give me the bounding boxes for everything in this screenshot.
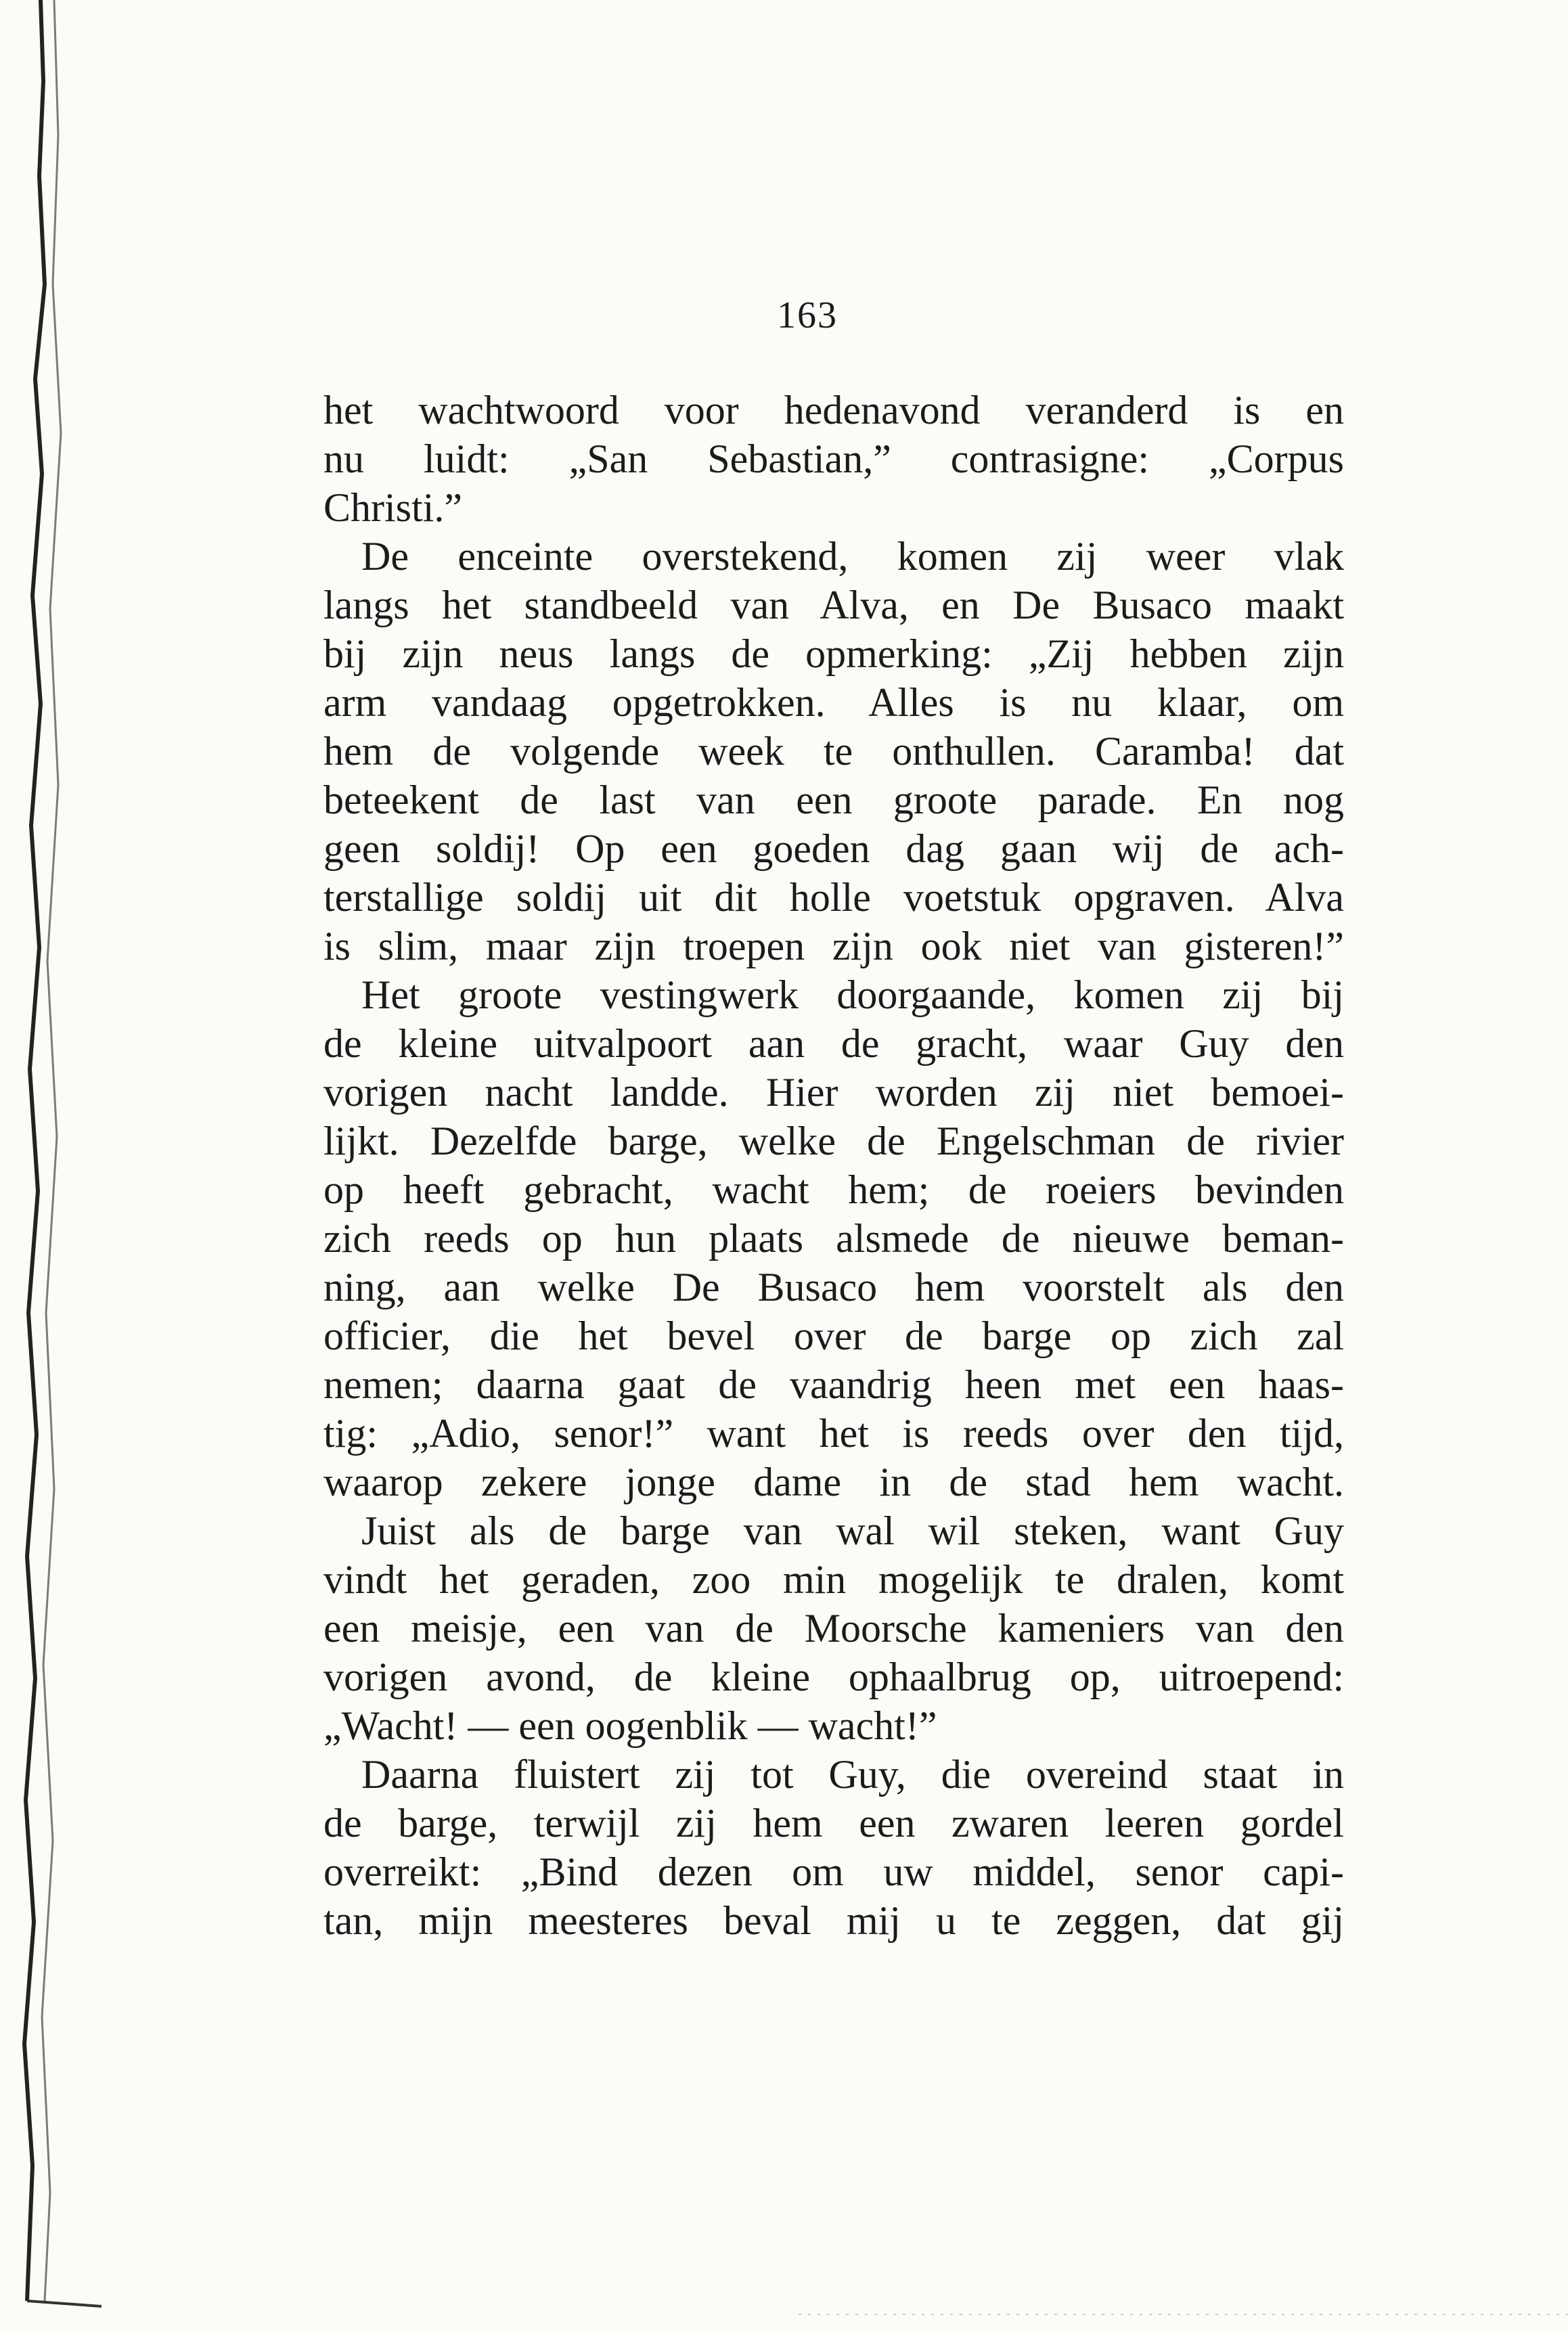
text-line: nu luidt: „San Sebastian,” contrasigne: „Corpus: [323, 436, 1344, 481]
text-line: geen soldij! Op een goeden dag gaan wij de ach-: [323, 826, 1344, 871]
text-line: beteekent de last van een groote parade. En nog: [323, 778, 1344, 822]
text-line: officier, die het bevel over de barge op zich zal: [323, 1314, 1344, 1358]
text-line: een meisje, een van de Moorsche kameniers van den: [323, 1606, 1344, 1651]
text-line: vorigen nacht landde. Hier worden zij niet bemoei-: [323, 1070, 1344, 1115]
text-line: de kleine uitvalpoort aan de gracht, waar Guy den: [323, 1021, 1344, 1066]
text-line: zich reeds op hun plaats alsmede de nieuwe beman-: [323, 1216, 1344, 1261]
body-text: [323, 386, 1344, 1945]
text-line: is slim, maar zijn troepen zijn ook niet van gisteren!”: [323, 924, 1344, 968]
text-line: lijkt. Dezelfde barge, welke de Engelschman de rivier: [323, 1119, 1344, 1163]
text-line: arm vandaag opgetrokken. Alles is nu klaar, om: [323, 680, 1344, 725]
text-line: de barge, terwijl zij hem een zwaren leeren gordel: [323, 1801, 1344, 1845]
text-line: Daarna fluistert zij tot Guy, die overeind staat in: [361, 1752, 1344, 1797]
text-line: vorigen avond, de kleine ophaalbrug op, uitroepend:: [323, 1655, 1344, 1699]
text-line: Juist als de barge van wal wil steken, want Guy: [361, 1508, 1344, 1553]
text-line: bij zijn neus langs de opmerking: „Zij hebben zijn: [323, 631, 1344, 676]
text-line: tan, mijn meesteres beval mij u te zeggen, dat gij: [323, 1898, 1344, 1943]
text-line: overreikt: „Bind dezen om uw middel, senor capi-: [323, 1850, 1344, 1894]
text-line: op heeft gebracht, wacht hem; de roeiers bevinden: [323, 1167, 1344, 1212]
text-line: Het groote vestingwerk doorgaande, komen zij bij: [361, 972, 1344, 1017]
binding-edge-shadow: [0, 0, 108, 2330]
text-line: waarop zekere jonge dame in de stad hem wacht.: [323, 1460, 1344, 1504]
text-line: hem de volgende week te onthullen. Caramba! dat: [323, 729, 1344, 774]
text-line: De enceinte overstekend, komen zij weer vlak: [361, 534, 1344, 579]
text-line: „Wacht! — een oogenblik — wacht!”: [323, 1703, 937, 1748]
page-number: 163: [777, 294, 838, 336]
text-line: Christi.”: [323, 485, 462, 530]
text-line: terstallige soldij uit dit holle voetstuk opgraven. Alva: [323, 875, 1344, 920]
text-line: langs het standbeeld van Alva, en De Busaco maakt: [323, 583, 1344, 627]
text-line: vindt het geraden, zoo min mogelijk te dralen, komt: [323, 1557, 1344, 1602]
text-line: tig: „Adio, senor!” want het is reeds over den tijd,: [323, 1411, 1344, 1456]
text-line: het wachtwoord voor hedenavond veranderd is en: [323, 388, 1344, 432]
bottom-edge-specks: [0, 2301, 1568, 2330]
text-line: ning, aan welke De Busaco hem voorstelt als den: [323, 1265, 1344, 1309]
text-line: nemen; daarna gaat de vaandrig heen met een haas-: [323, 1362, 1344, 1407]
